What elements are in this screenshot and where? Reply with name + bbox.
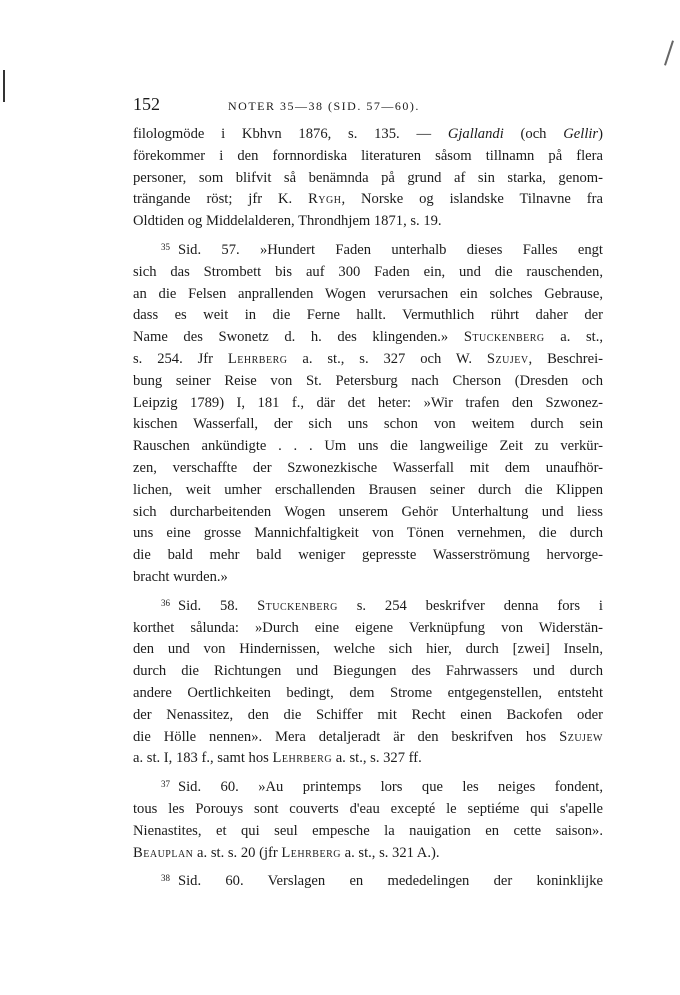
- text-line: durch die Richtungen und Biegungen des Fahrwassers und durch: [133, 663, 603, 680]
- text-line: Nienastites, et qui seul empesche la nauigation en cette saison».: [133, 822, 603, 839]
- text-line: sich durcharbeitenden Wogen unserem Gehör Unterhaltung und liess: [133, 503, 603, 520]
- text-line: $^{37}$ Sid. 60. »Au printemps lors que les neiges fondent,: [161, 779, 603, 796]
- text-line: bracht wurden.»: [133, 568, 228, 585]
- text-line: Rauschen ankündigte . . . Um uns die langweilige Zeit zu verkür-: [133, 438, 603, 455]
- note-number: 37: [161, 779, 170, 790]
- text-line: a. st. I, 183 f., samt hos Lehrberg a. st., s. 327 ff.: [133, 750, 422, 767]
- text-line: Oldtiden og Middelalderen, Throndhjem 1871, s. 19.: [133, 213, 442, 230]
- text-line: Leipzig 1789) I, 181 f., där det heter: »Wir trafen den Szwonez-: [133, 394, 603, 411]
- text-line: dass es weit in die Ferne hallt. Vermuthlich rührt daher der: [133, 307, 603, 324]
- text-line: den und von Hindernissen, welche sich hier, durch [zwei] Inseln,: [133, 641, 603, 658]
- text-line: lichen, weit umher erschallenden Brausen seiner durch die Klippen: [133, 481, 603, 498]
- text-line: die Hölle nennen». Mera detaljeradt är den beskrifven hos Szujew: [133, 728, 603, 745]
- note-37: [133, 777, 603, 864]
- scan-edge-mark: [3, 70, 5, 102]
- note-number: 35: [161, 241, 170, 252]
- book-page: [133, 94, 603, 893]
- running-head: NOTER 35—38 (SID. 57—60).: [228, 99, 420, 113]
- text-line: filologmöde i Kbhvn 1876, s. 135. — Gjallandi (och Gellir): [133, 126, 603, 142]
- page-number: 152: [133, 94, 160, 114]
- text-line: trängande röst; jfr K. Rygh, Norske og islandske Tilnavne fra: [133, 191, 603, 208]
- text-line: $^{38}$ Sid. 60. Verslagen en mededelingen der koninklijke: [161, 873, 603, 890]
- text-line: an die Felsen anprallenden Wogen verursachen ein solches Gebrause,: [133, 285, 603, 302]
- text-line: Name des Swonetz d. h. des klingenden.» Stuckenberg a. st.,: [133, 329, 603, 346]
- note-number: 38: [161, 873, 170, 884]
- text-line: uns eine grosse Mannichfaltigkeit von Tönen vernehmen, die durch: [133, 525, 603, 542]
- text-line: s. 254. Jfr Lehrberg a. st., s. 327 och W. Szujev, Beschrei-: [133, 350, 603, 367]
- text-line: Beauplan a. st. s. 20 (jfr Lehrberg a. st., s. 321 A.).: [133, 844, 440, 861]
- page-header: [133, 94, 603, 124]
- text-line: zen, verschaffte der Szwonezkische Wasserfall mit dem unaufhör-: [133, 459, 603, 476]
- intro-paragraph: [133, 124, 603, 233]
- text-line: $^{35}$ Sid. 57. »Hundert Faden unterhalb dieses Falles engt: [161, 241, 603, 258]
- text-line: tous les Porouys sont couverts d'eau excepté le septiéme qui s'apelle: [133, 800, 603, 817]
- text-line: personer, som blifvit så benämnda på grund af sin starka, genom-: [133, 169, 603, 186]
- text-line: $^{36}$ Sid. 58. Stuckenberg s. 254 beskrifver denna fors i: [161, 597, 603, 614]
- text-line: der Nenassitez, den die Schiffer mit Recht einen Backofen oder: [133, 706, 603, 723]
- text-line: bung seiner Reise von St. Petersburg nach Cherson (Dresden och: [133, 372, 603, 389]
- text-line: sich das Strombett bis auf 300 Faden ein, und die rauschenden,: [133, 263, 603, 280]
- text-line: andere Oertlichkeiten bedingt, dem Strome entgegenstellen, entsteht: [133, 684, 603, 701]
- scan-edge-mark: [664, 40, 674, 65]
- text-line: förekommer i den fornnordiska literaturen såsom tillnamn på flera: [133, 147, 603, 164]
- note-35: [133, 240, 603, 589]
- text-line: die bald mehr bald weniger gepresste Wasserströmung hervorge-: [133, 547, 603, 564]
- text-line: korthet sålunda: »Durch eine eigene Verknüpfung von Widerstän-: [133, 619, 603, 636]
- note-38: [133, 871, 603, 893]
- text-line: kischen Wasserfall, der sich uns schon von weitem durch sein: [133, 416, 603, 433]
- note-36: [133, 596, 603, 770]
- note-number: 36: [161, 597, 170, 608]
